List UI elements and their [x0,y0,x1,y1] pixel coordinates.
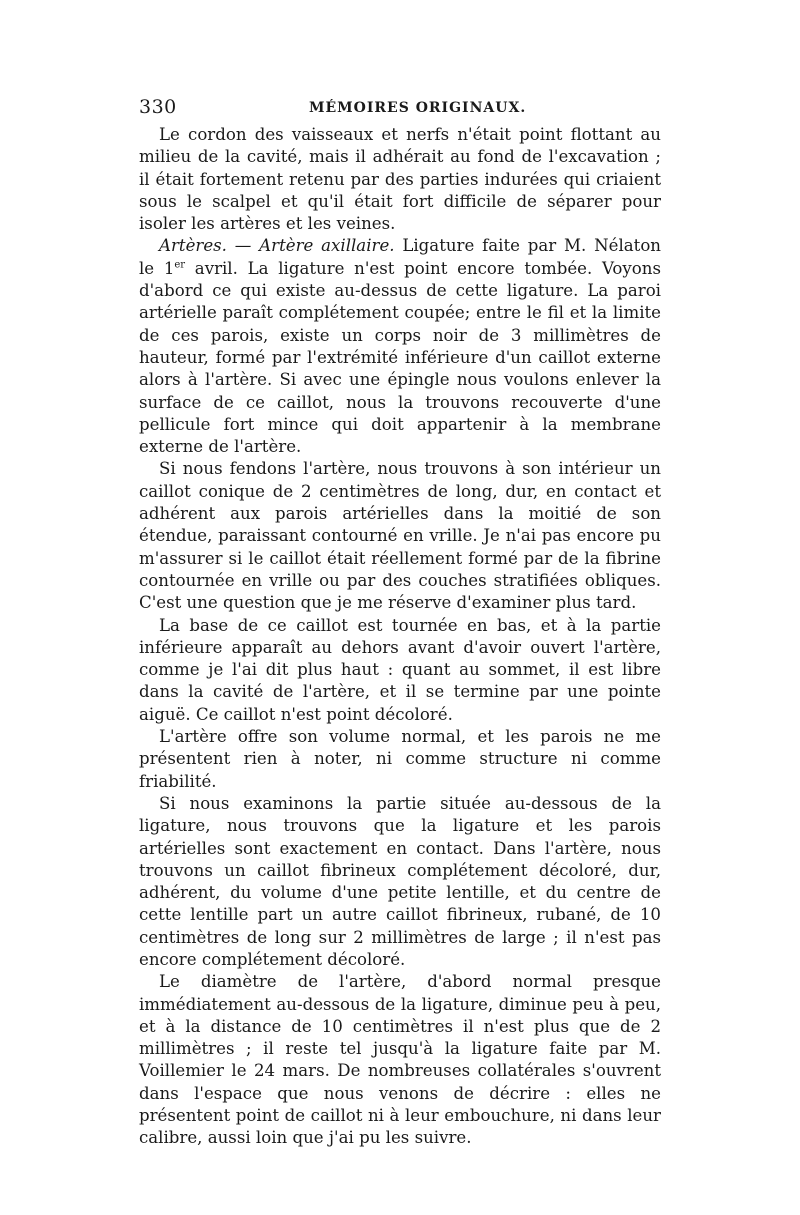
paragraph [139,793,661,971]
paragraph [139,124,661,235]
paragraph-text: Si nous examinons la partie située au-dessous de la ligature, nous trouvons que la ligature et les parois artérielles sont exactement en contact. Dans l'artère, nous trouvons un caillot fibrineux complétement décoloré, dur, adhérent, du volume d'une petite lentille, et du centre de cette lentille part un autre caillot fibrineux, rubané, de 10 centimètres de long sur 2 millimètres de large ; il n'est pas encore complétement décoloré. [139,793,661,969]
paragraph-text: Le diamètre de l'artère, d'abord normal presque immédiatement au-dessous de la ligature, diminue peu à peu, et à la distance de 10 centimètres il n'est plus que de 2 millimètres ; il reste tel jusqu'à la ligature faite par M. Voillemier le 24 mars. De nombreuses collatérales s'ouvrent dans l'espace que nous venons de décrire : elles ne présentent point de caillot ni à leur embouchure, ni dans leur calibre, aussi loin que j'ai pu les suivre. [139,972,661,1148]
page-number: 330 [139,96,177,118]
paragraph [139,458,661,614]
page [139,96,661,1150]
paragraph-text: avril. La ligature n'est point encore tombée. Voyons d'abord ce qui existe au-dessus de cette ligature. La paroi artérielle paraît complétement coupée; entre le fil et la limite de ces parois, existe un corps noir de 3 millimètres de hauteur, formé par l'extrémité inférieure d'un caillot externe alors à l'artère. Si avec une épingle nous voulons enlever la surface de ce caillot, nous la trouvons recouverte d'une pellicule fort mince qui doit appartenir à la membrane externe de l'artère. [139,258,661,457]
paragraph-text: Si nous fendons l'artère, nous trouvons à son intérieur un caillot conique de 2 centimètres de long, dur, en contact et adhérent aux parois artérielles dans la moitié de son étendue, paraissant contourné en vrille. Je n'ai pas encore pu m'assurer si le caillot était réellement formé par de la fibrine contournée en vrille ou par des couches stratifiées obliques. C'est une question que je me réserve d'examiner plus tard. [139,459,661,613]
paragraph-text: Le cordon des vaisseaux et nerfs n'était point flottant au milieu de la cavité, mais il adhérait au fond de l'excavation ; il était fortement retenu par des parties indurées qui criaient sous le scalpel et qu'il était fort difficile de séparer pour isoler les artères et les veines. [139,125,661,234]
ordinal-superscript: er [174,259,186,271]
section-heading: Artères. — Artère axillaire. [159,236,395,256]
paragraph [139,726,661,793]
paragraph [139,235,661,458]
page-header [139,96,661,120]
paragraph-text: Ligature faite par M. Nélaton le 1 [139,236,661,278]
paragraph [139,615,661,726]
paragraph-text: La base de ce caillot est tournée en bas, et à la partie inférieure apparaît au dehors avant d'avoir ouvert l'artère, comme je l'ai dit plus haut : quant au sommet, il est libre dans la cavité de l'artère, et il se termine par une pointe aiguë. Ce caillot n'est point décoloré. [139,615,661,724]
paragraph [139,971,661,1149]
running-title: MÉMOIRES ORIGINAUX. [309,100,527,116]
paragraph-text: L'artère offre son volume normal, et les parois ne me présentent rien à noter, ni comme structure ni comme friabilité. [139,727,661,791]
article-body [139,124,661,1150]
